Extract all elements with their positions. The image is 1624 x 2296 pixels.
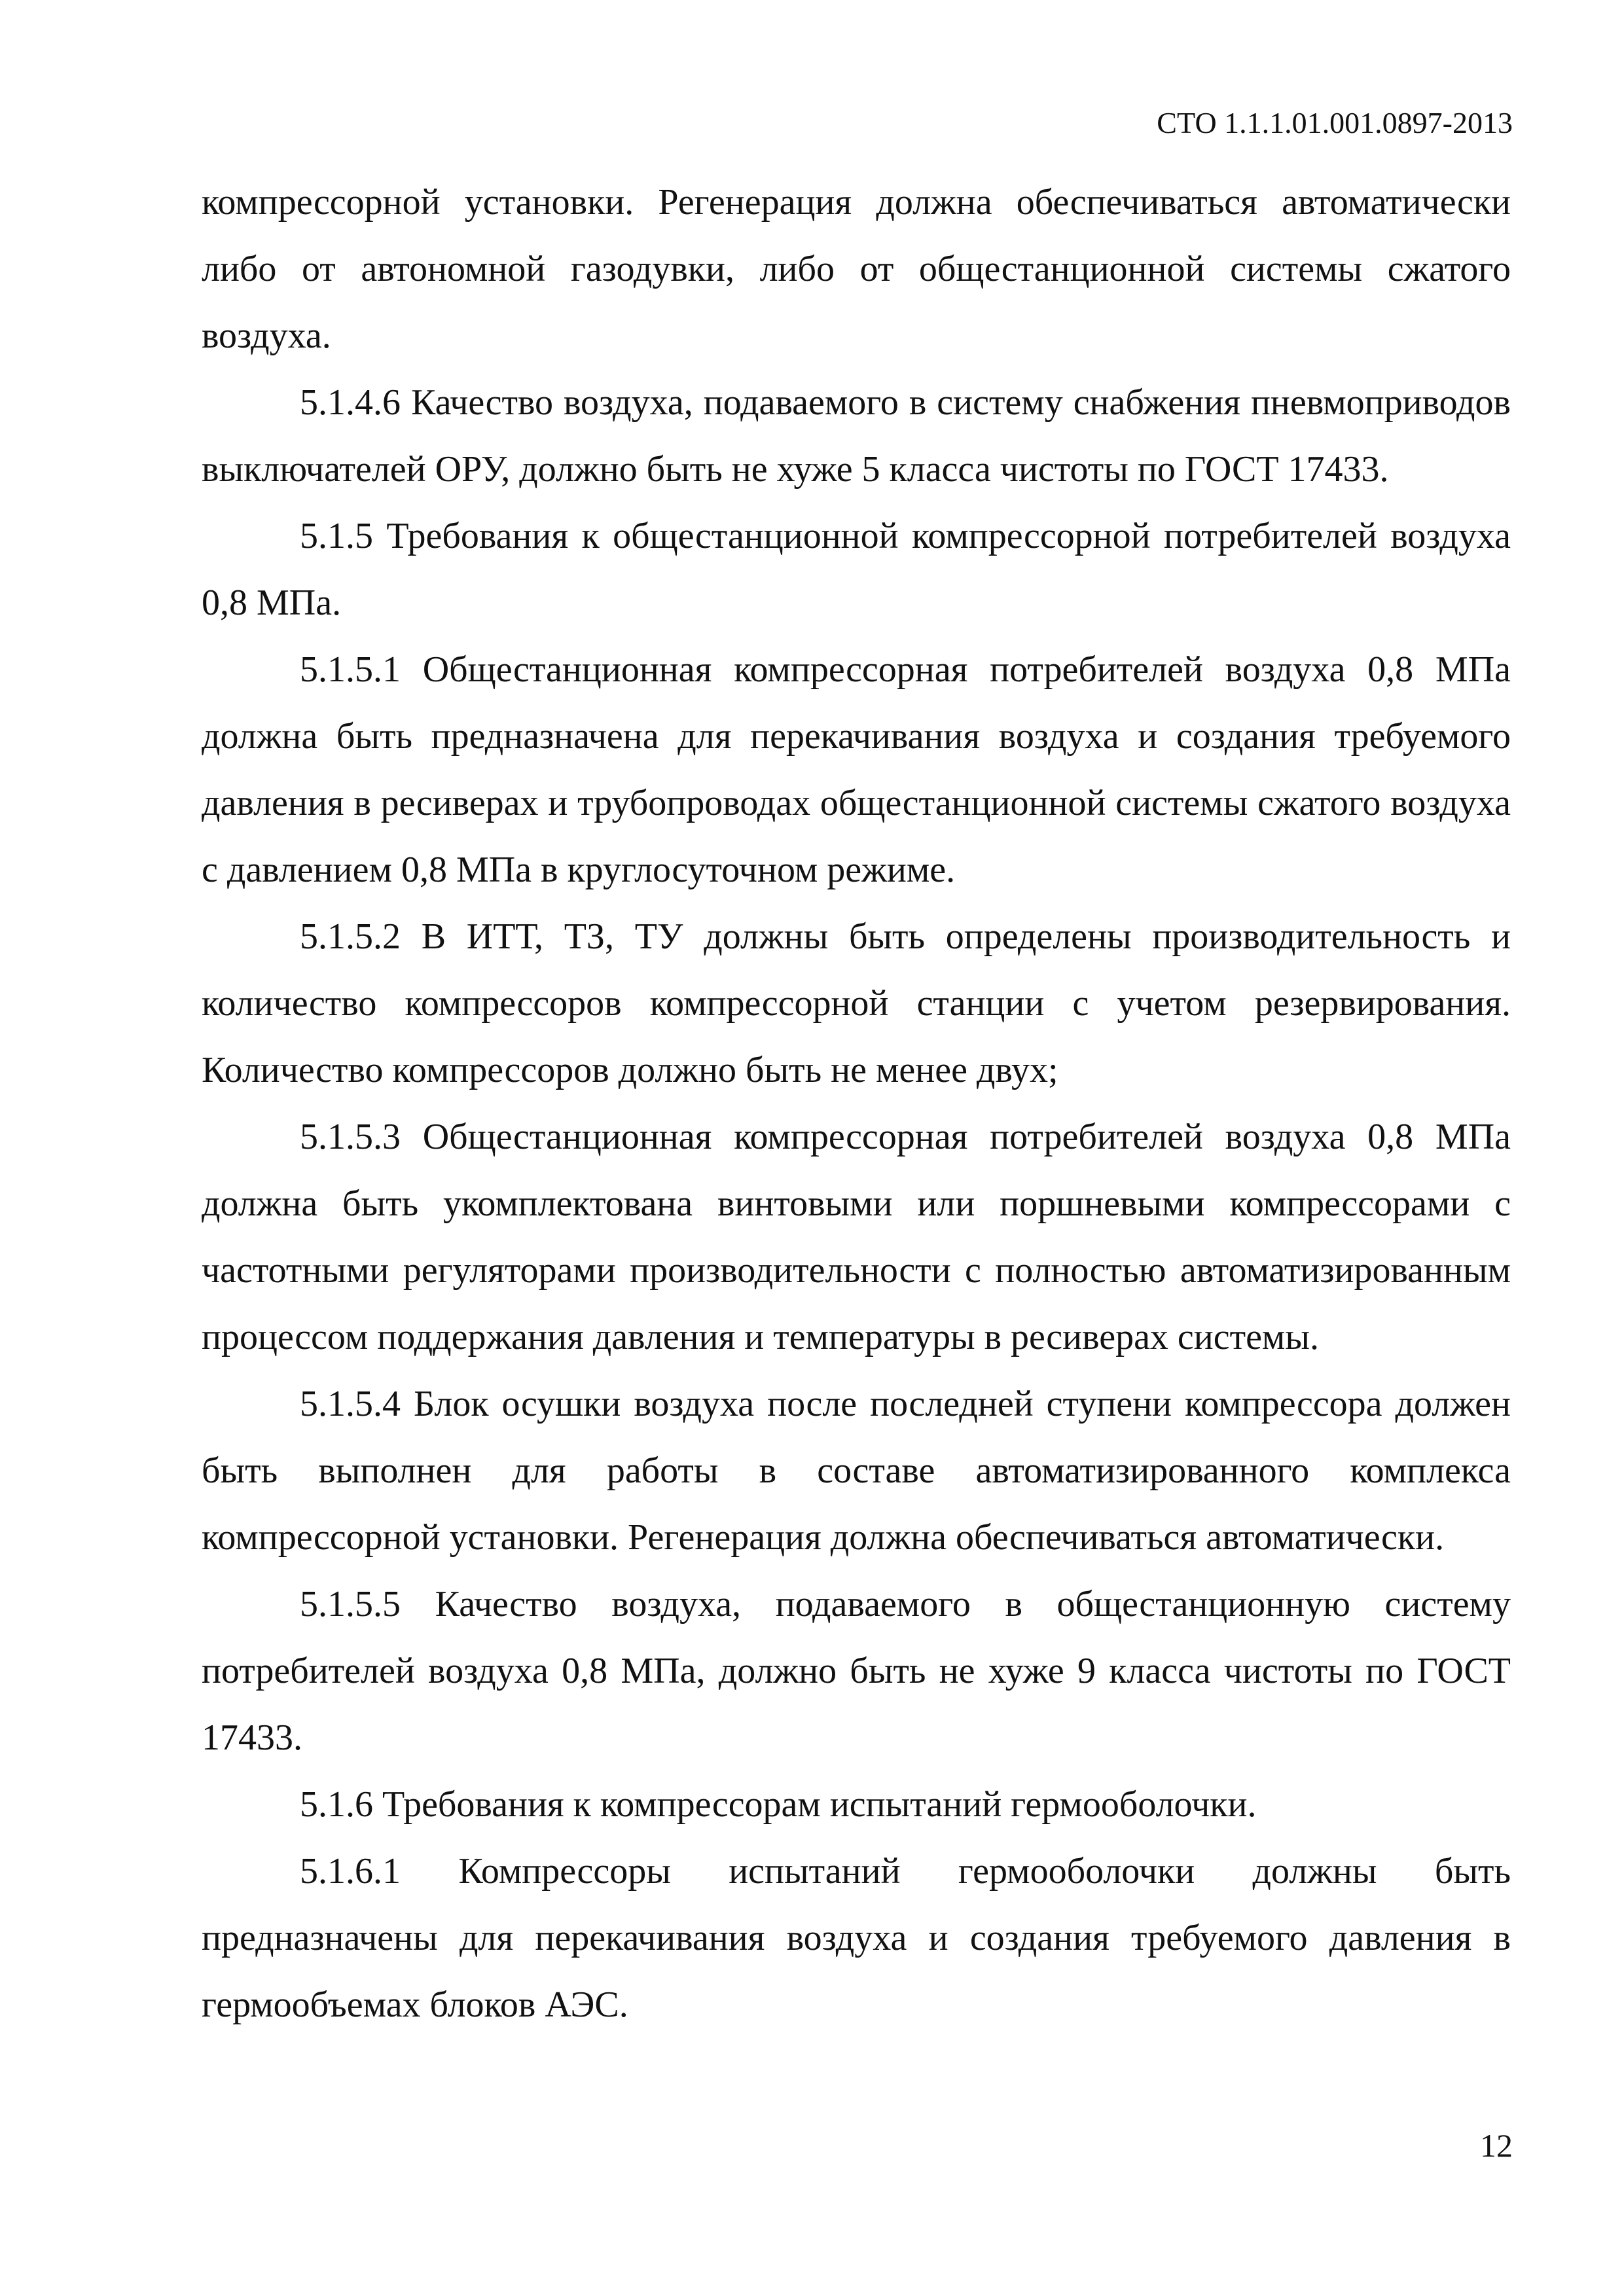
paragraph-5-1-5: 5.1.5 Требования к общестанционной компрессорной потребителей воздуха 0,8 МПа. xyxy=(202,516,1511,623)
page-number: 12 xyxy=(1480,2127,1513,2164)
paragraph-5-1-5-2: 5.1.5.2 В ИТТ, ТЗ, ТУ должны быть определены производительность и количество компрессоров компрессорной станции с учетом резервирования. Количество компрессоров должно быть не менее двух; xyxy=(202,916,1511,1090)
paragraph-continuation: компрессорной установки. Регенерация должна обеспечиваться автоматически либо от автономной газодувки, либо от общестанционной системы сжатого воздуха. xyxy=(202,182,1511,356)
paragraph-5-1-6-1: 5.1.6.1 Компрессоры испытаний гермооболочки должны быть предназначены для перекачивания воздуха и создания требуемого давления в гермообъемах блоков АЭС. xyxy=(202,1851,1511,2025)
paragraph-5-1-5-1: 5.1.5.1 Общестанционная компрессорная потребителей воздуха 0,8 МПа должна быть предназначена для перекачивания воздуха и создания требуемого давления в ресиверах и трубопроводах общестанционной системы сжатого воздуха с давлением 0,8 МПа в круглосуточном режиме. xyxy=(202,649,1511,890)
paragraph-5-1-5-5: 5.1.5.5 Качество воздуха, подаваемого в общестанционную систему потребителей воздуха 0,8 МПа, должно быть не хуже 9 класса чистоты по ГОСТ 17433. xyxy=(202,1584,1511,1758)
paragraph-5-1-5-4: 5.1.5.4 Блок осушки воздуха после последней ступени компрессора должен быть выполнен для работы в составе автоматизированного комплекса компрессорной установки. Регенерация должна обеспечиваться автоматически. xyxy=(202,1384,1511,1558)
document-body xyxy=(202,169,1511,2038)
paragraph-5-1-5-3: 5.1.5.3 Общестанционная компрессорная потребителей воздуха 0,8 МПа должна быть укомплектована винтовыми или поршневыми компрессорами с частотными регуляторами производительности с полностью автоматизированным процессом поддержания давления и температуры в ресиверах системы. xyxy=(202,1117,1511,1357)
paragraph-5-1-4-6: 5.1.4.6 Качество воздуха, подаваемого в систему снабжения пневмоприводов выключателей ОРУ, должно быть не хуже 5 класса чистоты по ГОСТ 17433. xyxy=(202,382,1511,490)
document-code-header: СТО 1.1.1.01.001.0897-2013 xyxy=(1157,106,1513,139)
paragraph-5-1-6: 5.1.6 Требования к компрессорам испытаний гермооболочки. xyxy=(300,1784,1257,1825)
